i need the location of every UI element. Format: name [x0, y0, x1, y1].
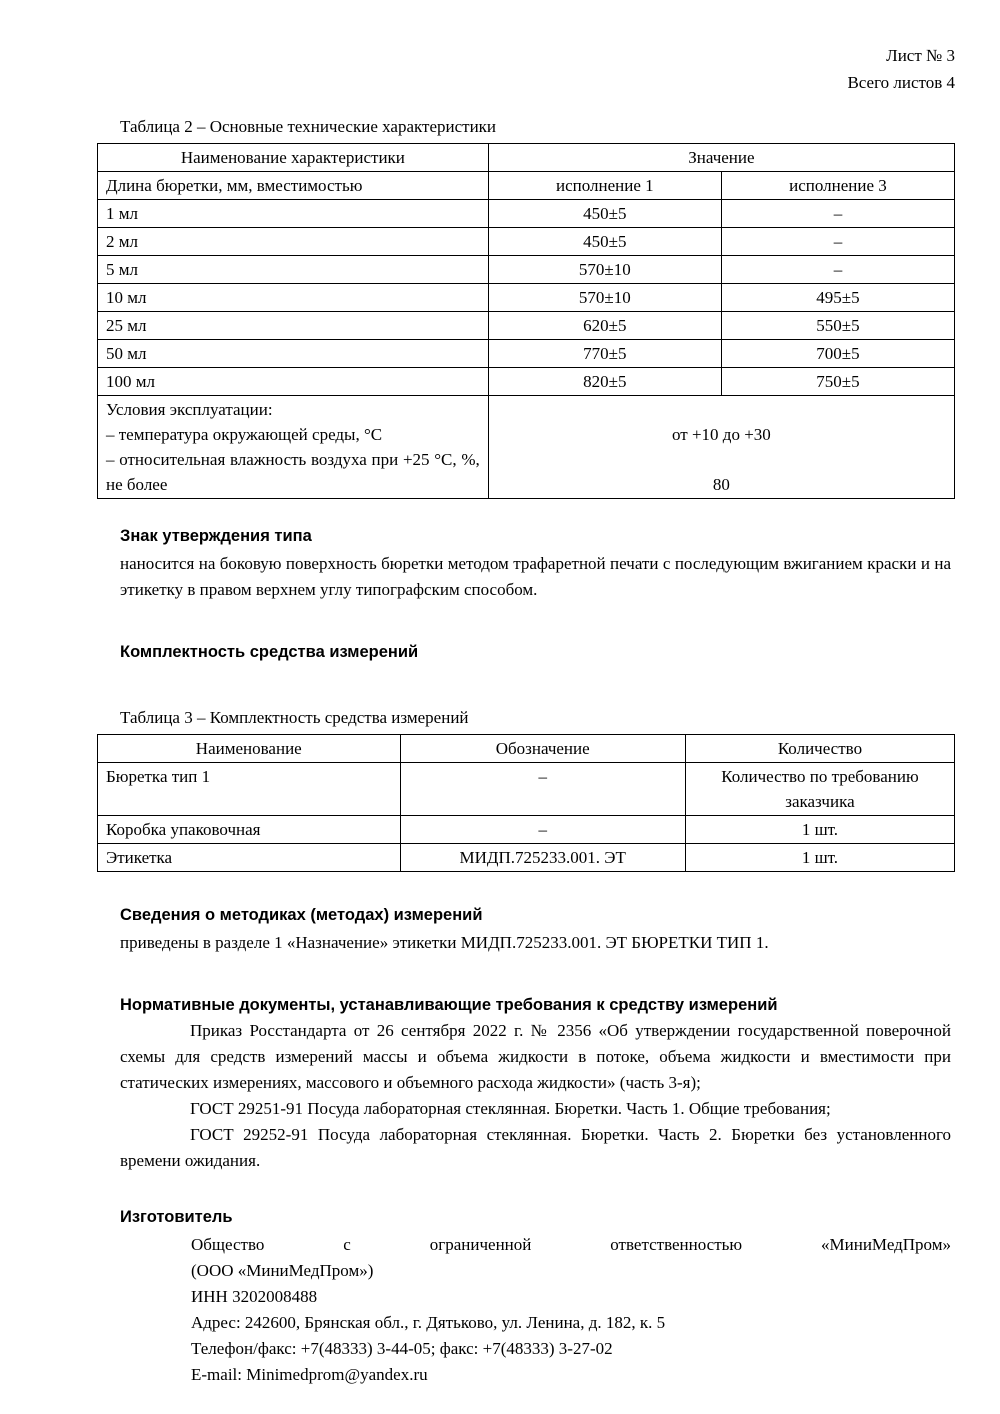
- manufacturer-inn: ИНН 3202008488: [191, 1287, 318, 1306]
- table3-caption: Таблица 3 – Комплектность средства измерений: [120, 708, 469, 727]
- item-code: –: [400, 763, 685, 816]
- table-row: [98, 284, 955, 312]
- humidity-max-value: 80: [712, 475, 730, 494]
- row-value-1: 570±10: [488, 256, 721, 284]
- table3-header-code: Обозначение: [400, 735, 685, 763]
- row-value-2: –: [721, 256, 954, 284]
- row-value-2: –: [721, 228, 954, 256]
- item-code: –: [400, 816, 685, 844]
- conditions-title: Условия эксплуатации:: [106, 400, 273, 419]
- item-qty: 1 шт.: [685, 816, 954, 844]
- normative-paragraph: ГОСТ 29251-91 Посуда лабораторная стеклянная. Бюретки. Часть 1. Общие требования;: [190, 1099, 831, 1118]
- row-value-2: 750±5: [721, 368, 954, 396]
- operating-conditions-cell: [98, 396, 489, 499]
- section-manufacturer-heading: Изготовитель: [120, 1208, 233, 1226]
- item-code: МИДП.725233.001. ЭТ: [400, 844, 685, 872]
- table2-subheader-col2: исполнение 3: [721, 172, 954, 200]
- row-name: 50 мл: [98, 340, 489, 368]
- row-name: 10 мл: [98, 284, 489, 312]
- table2-header-row: [98, 144, 955, 172]
- item-name: Бюретка тип 1: [98, 763, 401, 816]
- section-methods-heading: Сведения о методиках (методах) измерений: [120, 906, 483, 924]
- section-completeness-heading: Комплектность средства измерений: [120, 643, 419, 661]
- manufacturer-block: [191, 1232, 951, 1388]
- item-qty: Количество по требованию заказчика: [685, 763, 954, 816]
- table-row: [98, 368, 955, 396]
- normative-paragraph: Приказ Росстандарта от 26 сентября 2022 г. № 2356 «Об утверждении государственной поверочной схемы для средств измерений массы и объема жидкости в потоке, объема жидкости и вместимости при статических измерениях, массового и объемного расхода жидкости» (часть 3-я);: [120, 1021, 951, 1092]
- table2-subheader-col1: исполнение 1: [488, 172, 721, 200]
- row-value-2: 700±5: [721, 340, 954, 368]
- table2: [97, 143, 955, 499]
- row-value-2: –: [721, 200, 954, 228]
- row-value-1: 620±5: [488, 312, 721, 340]
- table2-caption: Таблица 2 – Основные технические характеристики: [120, 117, 497, 136]
- total-sheets: Всего листов 4: [847, 73, 955, 92]
- manufacturer-phone: Телефон/факс: +7(48333) 3-44-05; факс: +7(48333) 3-27-02: [191, 1339, 613, 1358]
- table-row: [98, 256, 955, 284]
- operating-conditions-row: [98, 396, 955, 499]
- manufacturer-email: E-mail: Minimedprom@yandex.ru: [191, 1365, 428, 1384]
- table3-header-name: Наименование: [98, 735, 401, 763]
- table-row: [98, 200, 955, 228]
- manufacturer-company-short: (ООО «МиниМедПром»): [191, 1261, 374, 1280]
- methods-text: приведены в разделе 1 «Назначение» этикетки МИДП.725233.001. ЭТ БЮРЕТКИ ТИП 1.: [120, 933, 769, 952]
- table-row: [98, 340, 955, 368]
- section-normative-heading: Нормативные документы, устанавливающие требования к средству измерений: [120, 996, 778, 1014]
- table2-header-name: Наименование характеристики: [98, 144, 489, 172]
- row-name: 1 мл: [98, 200, 489, 228]
- page-header: [97, 42, 955, 96]
- row-value-2: 495±5: [721, 284, 954, 312]
- table-row: [98, 844, 955, 872]
- table-row: [98, 816, 955, 844]
- table3-header-row: [98, 735, 955, 763]
- row-name: 2 мл: [98, 228, 489, 256]
- manufacturer-address: Адрес: 242600, Брянская обл., г. Дятьково, ул. Ленина, д. 182, к. 5: [191, 1313, 666, 1332]
- row-value-2: 550±5: [721, 312, 954, 340]
- row-value-1: 450±5: [488, 200, 721, 228]
- normative-paragraph: ГОСТ 29252-91 Посуда лабораторная стеклянная. Бюретки. Часть 2. Бюретки без установленного времени ожидания.: [120, 1125, 951, 1170]
- table2-subheader-name: Длина бюретки, мм, вместимостью: [98, 172, 489, 200]
- row-value-1: 770±5: [488, 340, 721, 368]
- conditions-temperature: – температура окружающей среды, °С: [106, 425, 383, 444]
- conditions-humidity: – относительная влажность воздуха при +25 °С, %, не более: [106, 450, 480, 494]
- row-name: 100 мл: [98, 368, 489, 396]
- table-row: [98, 228, 955, 256]
- table-row: [98, 763, 955, 816]
- sheet-number: Лист № 3: [886, 46, 955, 65]
- item-name: Коробка упаковочная: [98, 816, 401, 844]
- row-value-1: 450±5: [488, 228, 721, 256]
- table3: [97, 734, 955, 872]
- temperature-range-value: от +10 до +30: [672, 425, 771, 444]
- row-name: 5 мл: [98, 256, 489, 284]
- item-name: Этикетка: [98, 844, 401, 872]
- row-value-1: 570±10: [488, 284, 721, 312]
- row-name: 25 мл: [98, 312, 489, 340]
- table2-subheader-row: [98, 172, 955, 200]
- row-value-1: 820±5: [488, 368, 721, 396]
- section-type-approval-heading: Знак утверждения типа: [120, 527, 312, 545]
- conditions-values-cell: [488, 396, 954, 499]
- table-row: [98, 312, 955, 340]
- type-approval-text: наносится на боковую поверхность бюретки методом трафаретной печати с последующим вжиганием краски и на этикетку в правом верхнем углу типографским способом.: [120, 554, 951, 599]
- table2-header-value: Значение: [488, 144, 954, 172]
- table3-header-qty: Количество: [685, 735, 954, 763]
- item-qty: 1 шт.: [685, 844, 954, 872]
- manufacturer-company-name: Общество с ограниченной ответственностью «МиниМедПром»: [191, 1235, 951, 1254]
